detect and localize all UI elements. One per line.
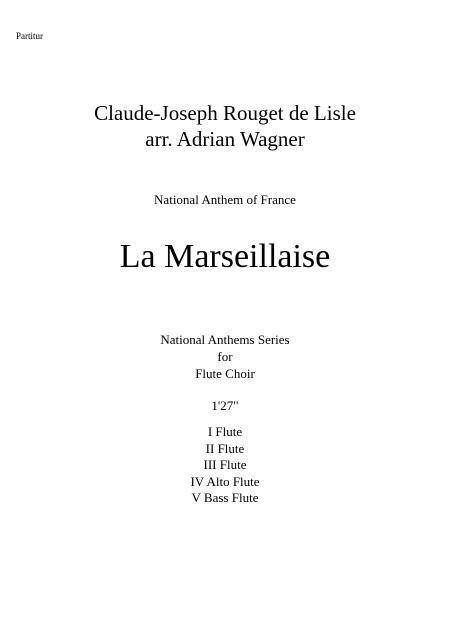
instrument-list	[0, 424, 450, 507]
series-name: National Anthems Series	[160, 332, 290, 347]
duration-label: 1'27"	[211, 398, 239, 413]
series-info	[0, 331, 450, 382]
series-connector: for	[217, 349, 233, 364]
work-title: La Marseillaise	[119, 238, 331, 275]
instrument-item: II Flute	[205, 440, 245, 456]
arranger-name: arr. Adrian Wagner	[145, 127, 305, 151]
instrument-item: III Flute	[203, 457, 247, 472]
work-subtitle: National Anthem of France	[154, 192, 296, 207]
ensemble-name: Flute Choir	[195, 366, 255, 381]
score-type-label: Partitur	[16, 31, 43, 41]
instrument-item: I Flute	[207, 424, 243, 439]
composer-name: Claude-Joseph Rouget de Lisle	[94, 101, 356, 125]
instrument-item: V Bass Flute	[191, 490, 259, 505]
instrument-item: IV Alto Flute	[190, 473, 260, 489]
